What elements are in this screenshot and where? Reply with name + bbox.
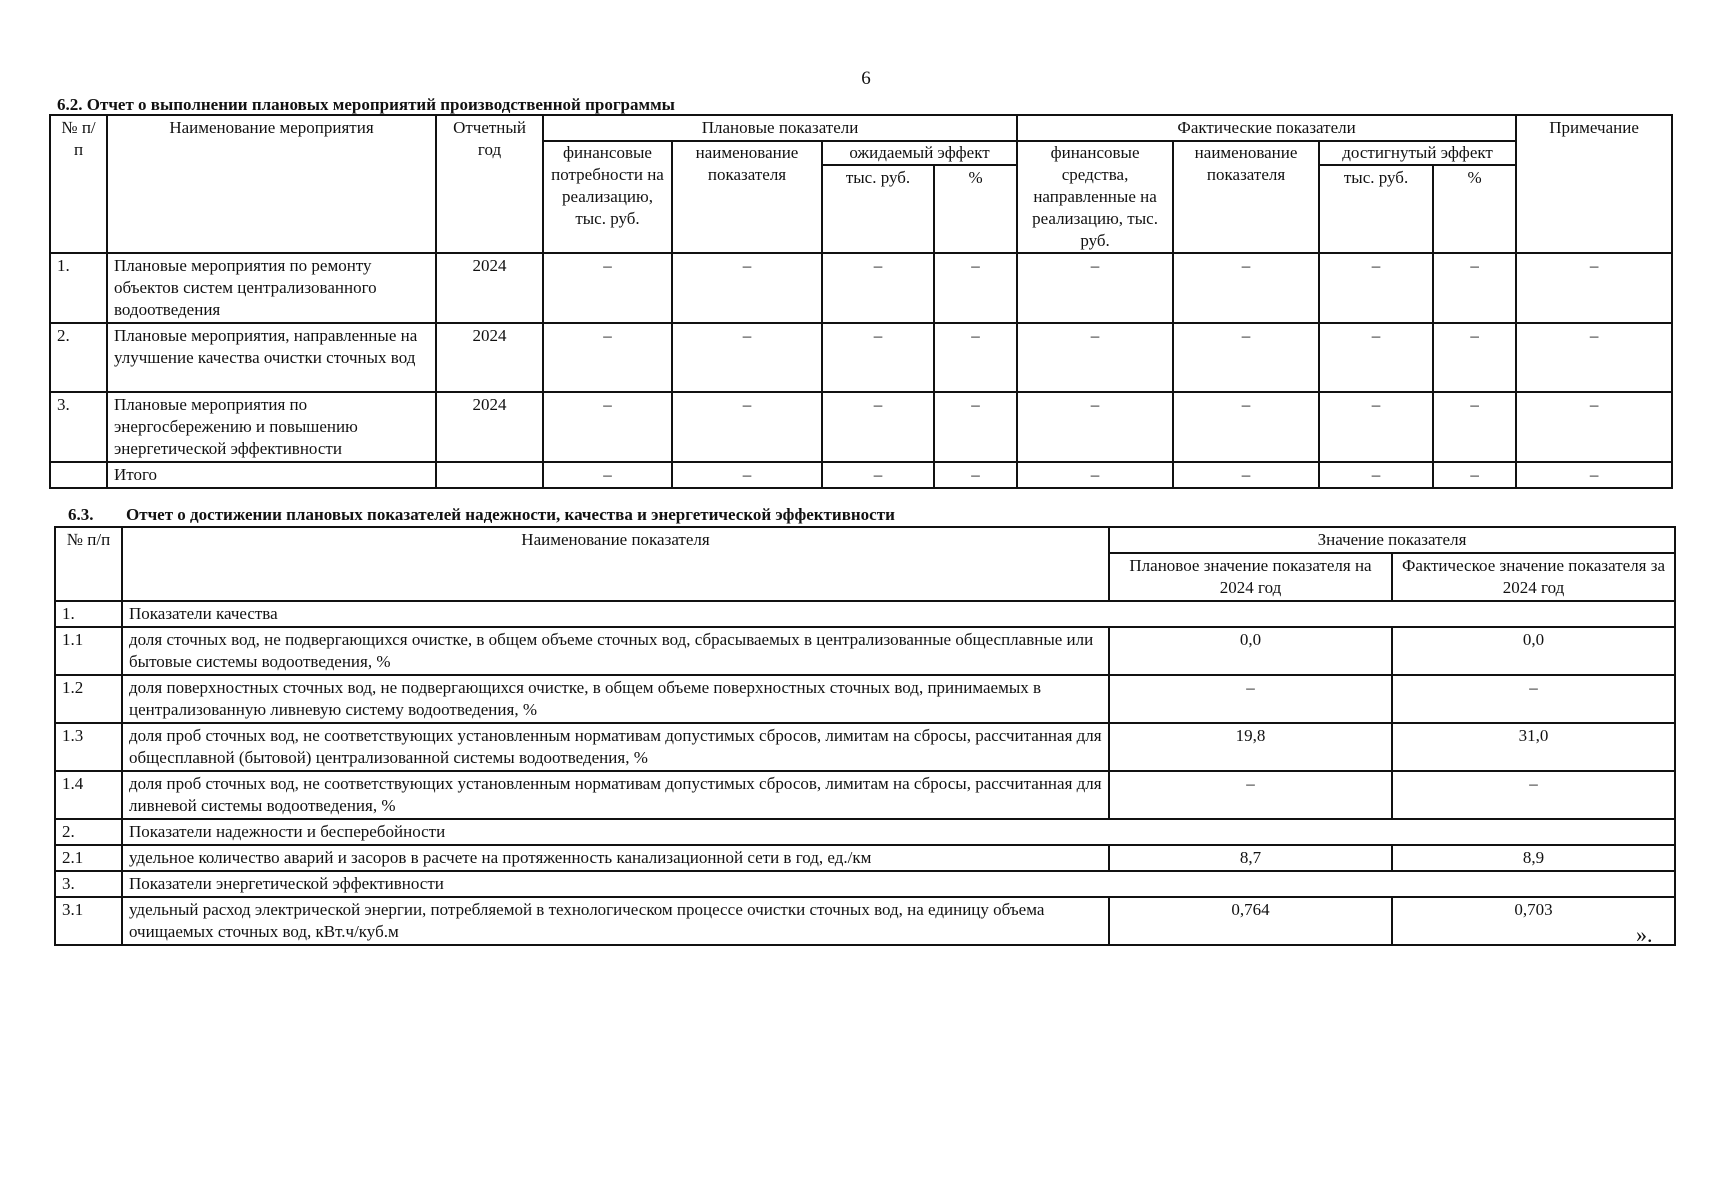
row-actual-financing: –	[1017, 253, 1173, 323]
row-indicator-name: удельное количество аварий и засоров в расчете на протяженность канализационной сети в год, ед./км	[122, 845, 1109, 871]
row-expected-rub: –	[822, 253, 934, 323]
total-note: –	[1516, 462, 1672, 488]
row-num: 2.1	[55, 845, 122, 871]
table-row	[55, 845, 1675, 871]
group-title: Показатели энергетической эффективности	[122, 871, 1675, 897]
row-activity-name: Плановые мероприятия, направленные на улучшение качества очистки сточных вод	[107, 323, 436, 392]
row-actual-value: –	[1392, 675, 1675, 723]
row-year: 2024	[436, 392, 543, 462]
header-report-year: Отчетный год	[436, 115, 543, 253]
row-actual-indicator: –	[1173, 253, 1319, 323]
row-num: 1.	[50, 253, 107, 323]
group-title: Показатели надежности и бесперебойности	[122, 819, 1675, 845]
group-row	[55, 819, 1675, 845]
row-num: 1.1	[55, 627, 122, 675]
section-6-3-title	[68, 505, 895, 525]
header-num: № п/п	[50, 115, 107, 253]
row-note: –	[1516, 392, 1672, 462]
header-achieved-effect-rub: тыс. руб.	[1319, 165, 1433, 253]
row-planned-indicator: –	[672, 392, 822, 462]
total-actual-financing: –	[1017, 462, 1173, 488]
row-num: 3.	[50, 392, 107, 462]
planned-activities-table	[49, 114, 1673, 489]
row-actual-financing: –	[1017, 392, 1173, 462]
row-planned-financing: –	[543, 253, 672, 323]
indicators-table	[54, 526, 1676, 946]
header-planned-indicator: наименование показателя	[672, 141, 822, 253]
total-achieved-percent: –	[1433, 462, 1516, 488]
row-planned-value: 19,8	[1109, 723, 1392, 771]
closing-quote-mark: ».	[1636, 922, 1653, 947]
row-actual-financing: –	[1017, 323, 1173, 392]
header-expected-effect-rub: тыс. руб.	[822, 165, 934, 253]
row-achieved-percent: –	[1433, 392, 1516, 462]
row-num: 3.1	[55, 897, 122, 945]
total-expected-percent: –	[934, 462, 1017, 488]
row-achieved-rub: –	[1319, 253, 1433, 323]
row-indicator-name: доля проб сточных вод, не соответствующих установленным нормативам допустимых сбросов, лимитам на сбросы, рассчитанная для ливневой системы водоотведения, %	[122, 771, 1109, 819]
row-achieved-rub: –	[1319, 392, 1433, 462]
header-note: Примечание	[1516, 115, 1672, 253]
row-achieved-percent: –	[1433, 323, 1516, 392]
header-actual-value: Фактическое значение показателя за 2024 год	[1392, 553, 1675, 601]
row-indicator-name: удельный расход электрической энергии, потребляемой в технологическом процессе очистки сточных вод, на единицу объема очищаемых сточных вод, кВт.ч/куб.м	[122, 897, 1109, 945]
total-row	[50, 462, 1672, 488]
table-row	[55, 627, 1675, 675]
section-6-3-title-text: Отчет о достижении плановых показателей надежности, качества и энергетической эффективности	[126, 505, 895, 524]
row-expected-percent: –	[934, 253, 1017, 323]
row-activity-name: Плановые мероприятия по энергосбережению и повышению энергетической эффективности	[107, 392, 436, 462]
group-title: Показатели качества	[122, 601, 1675, 627]
row-actual-indicator: –	[1173, 392, 1319, 462]
row-planned-value: –	[1109, 771, 1392, 819]
table-row	[50, 323, 1672, 392]
table-row	[55, 723, 1675, 771]
row-indicator-name: доля проб сточных вод, не соответствующих установленным нормативам допустимых сбросов, лимитам на сбросы, рассчитанная для общесплавной (бытовой) централизованной системы водоотведения, %	[122, 723, 1109, 771]
total-num	[50, 462, 107, 488]
row-planned-financing: –	[543, 323, 672, 392]
header-planned-financing: финансовые потребности на реализацию, тыс. руб.	[543, 141, 672, 253]
row-planned-value: 0,0	[1109, 627, 1392, 675]
row-activity-name: Плановые мероприятия по ремонту объектов систем централизованного водоотведения	[107, 253, 436, 323]
row-indicator-name: доля поверхностных сточных вод, не подвергающихся очистке, в общем объеме поверхностных сточных вод, принимаемых в централизованную ливневую систему водоотведения, %	[122, 675, 1109, 723]
total-year	[436, 462, 543, 488]
table-row	[50, 392, 1672, 462]
section-6-2-title: 6.2. Отчет о выполнении плановых мероприятий производственной программы	[57, 95, 675, 114]
row-expected-percent: –	[934, 392, 1017, 462]
row-num: 2.	[50, 323, 107, 392]
row-planned-value: 0,764	[1109, 897, 1392, 945]
total-label: Итого	[107, 462, 436, 488]
row-year: 2024	[436, 323, 543, 392]
section-6-3-number: 6.3.	[68, 505, 94, 524]
row-num: 1.2	[55, 675, 122, 723]
header-num: № п/п	[55, 527, 122, 601]
table-row	[55, 771, 1675, 819]
group-row	[55, 601, 1675, 627]
group-row	[55, 871, 1675, 897]
header-actual-indicator: наименование показателя	[1173, 141, 1319, 253]
row-expected-rub: –	[822, 323, 934, 392]
row-num: 1.	[55, 601, 122, 627]
header-indicator-name: Наименование показателя	[122, 527, 1109, 601]
row-num: 2.	[55, 819, 122, 845]
header-achieved-effect: достигнутый эффект	[1319, 141, 1516, 165]
row-actual-indicator: –	[1173, 323, 1319, 392]
total-planned-indicator: –	[672, 462, 822, 488]
row-note: –	[1516, 253, 1672, 323]
row-planned-value: 8,7	[1109, 845, 1392, 871]
row-planned-indicator: –	[672, 323, 822, 392]
row-expected-percent: –	[934, 323, 1017, 392]
header-planned-value: Плановое значение показателя на 2024 год	[1109, 553, 1392, 601]
row-note: –	[1516, 323, 1672, 392]
header-achieved-effect-percent: %	[1433, 165, 1516, 253]
table-row	[50, 253, 1672, 323]
header-activity-name: Наименование мероприятия	[107, 115, 436, 253]
row-expected-rub: –	[822, 392, 934, 462]
row-actual-value: 0,703	[1392, 897, 1675, 945]
row-actual-value: 31,0	[1392, 723, 1675, 771]
header-actual-financing: финансовые средства, направленные на реализацию, тыс. руб.	[1017, 141, 1173, 253]
table-row	[55, 675, 1675, 723]
row-num: 3.	[55, 871, 122, 897]
row-num: 1.3	[55, 723, 122, 771]
row-actual-value: 0,0	[1392, 627, 1675, 675]
table-row	[55, 897, 1675, 945]
row-indicator-name: доля сточных вод, не подвергающихся очистке, в общем объеме сточных вод, сбрасываемых в централизованные общесплавные или бытовые системы водоотведения, %	[122, 627, 1109, 675]
header-actual-group: Фактические показатели	[1017, 115, 1516, 141]
header-expected-effect: ожидаемый эффект	[822, 141, 1017, 165]
page-number: 6	[861, 68, 871, 89]
row-year: 2024	[436, 253, 543, 323]
total-expected-rub: –	[822, 462, 934, 488]
total-actual-indicator: –	[1173, 462, 1319, 488]
header-value-group: Значение показателя	[1109, 527, 1675, 553]
total-achieved-rub: –	[1319, 462, 1433, 488]
total-planned-financing: –	[543, 462, 672, 488]
row-actual-value: 8,9	[1392, 845, 1675, 871]
row-achieved-rub: –	[1319, 323, 1433, 392]
row-num: 1.4	[55, 771, 122, 819]
header-expected-effect-percent: %	[934, 165, 1017, 253]
row-planned-financing: –	[543, 392, 672, 462]
row-planned-indicator: –	[672, 253, 822, 323]
row-planned-value: –	[1109, 675, 1392, 723]
row-achieved-percent: –	[1433, 253, 1516, 323]
row-actual-value: –	[1392, 771, 1675, 819]
header-planned-group: Плановые показатели	[543, 115, 1017, 141]
